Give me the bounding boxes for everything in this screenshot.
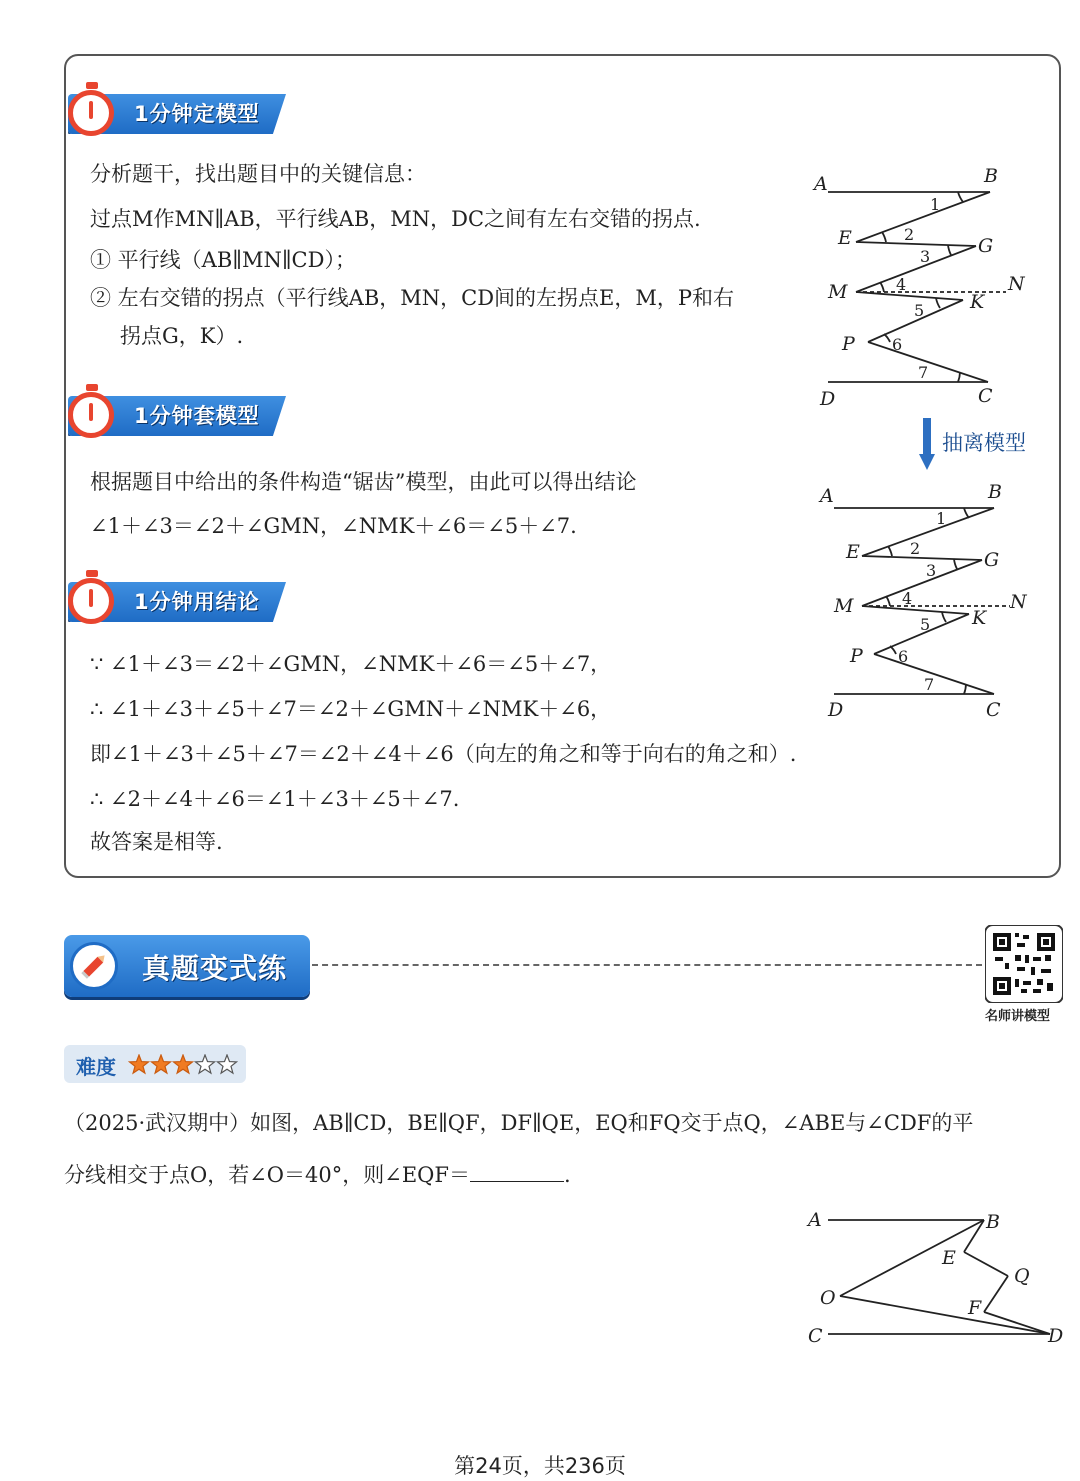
label-M: M	[828, 281, 848, 303]
label-A: A	[808, 1209, 822, 1231]
define-line-2: 过点M作MN∥AB，平行线AB，MN，DC之间有左右交错的拐点.	[90, 207, 701, 231]
label-Q: Q	[1014, 1265, 1030, 1287]
question-line-1: （2025·武汉期中）如图，AB∥CD，BE∥QF，DF∥QE，EQ和FQ交于点Q，∠ABE与∠CDF的平	[64, 1111, 974, 1135]
angle-7: 7	[918, 363, 929, 382]
apply-line-2: ∠1＋∠3＝∠2＋∠GMN，∠NMK＋∠6＝∠5＋∠7.	[90, 514, 577, 538]
angle-6: 6	[898, 647, 909, 666]
angle-1: 1	[930, 195, 941, 214]
angle-1: 1	[936, 509, 947, 528]
star-empty-icon	[218, 1055, 237, 1073]
label-B: B	[988, 481, 1002, 503]
label-D: D	[1048, 1325, 1064, 1347]
conclude-line-1: ∵ ∠1＋∠3＝∠2＋∠GMN，∠NMK＋∠6＝∠5＋∠7，	[90, 652, 612, 676]
define-line-4: ② 左右交错的拐点（平行线AB，MN，CD间的左拐点E，M，P和右	[90, 286, 735, 310]
label-G: G	[978, 235, 994, 257]
practice-section-header	[64, 935, 310, 997]
angle-5: 5	[920, 615, 931, 634]
extract-model-label: 抽离模型	[942, 431, 1026, 455]
tag-label: 1分钟定模型	[134, 102, 260, 126]
down-arrow-icon	[919, 418, 935, 470]
angle-4: 4	[896, 275, 907, 294]
zigzag-figure-extracted	[814, 478, 1054, 728]
tag-label: 1分钟用结论	[134, 590, 260, 614]
question-line-2	[64, 1160, 571, 1190]
question-period: .	[563, 1163, 571, 1187]
label-C: C	[978, 385, 993, 407]
label-P: P	[850, 645, 863, 667]
label-C: C	[986, 699, 1001, 721]
tag-label: 1分钟套模型	[134, 404, 260, 428]
label-B: B	[986, 1211, 1000, 1233]
answer-blank[interactable]	[470, 1161, 564, 1182]
label-N: N	[1008, 273, 1025, 295]
label-D: D	[828, 699, 844, 721]
angle-7: 7	[924, 675, 935, 694]
angle-3: 3	[926, 561, 937, 580]
define-line-3: ① 平行线（AB∥MN∥CD）；	[90, 248, 356, 272]
label-K: K	[972, 607, 987, 629]
angle-3: 3	[920, 247, 931, 266]
label-E: E	[838, 227, 852, 249]
label-G: G	[984, 549, 1000, 571]
label-N: N	[1010, 591, 1027, 613]
practice-section-title: 真题变式练	[142, 952, 288, 985]
angle-2: 2	[904, 225, 915, 244]
difficulty-label: 难度	[76, 1055, 116, 1079]
define-line-5: 拐点G，K）.	[120, 324, 244, 348]
star-empty-icon	[196, 1055, 215, 1073]
stopwatch-icon	[68, 392, 114, 438]
dashed-divider	[312, 964, 982, 966]
apply-line-1: 根据题目中给出的条件构造“锯齿”模型，由此可以得出结论	[90, 470, 637, 494]
stopwatch-icon	[68, 90, 114, 136]
angle-4: 4	[902, 589, 913, 608]
star-filled-icon	[152, 1055, 171, 1073]
star-filled-icon	[130, 1055, 149, 1073]
difficulty-badge	[64, 1045, 246, 1083]
pencil-icon	[70, 942, 118, 990]
conclude-line-3: 即∠1＋∠3＋∠5＋∠7＝∠2＋∠4＋∠6（向左的角之和等于向右的角之和）.	[90, 742, 797, 766]
label-M: M	[834, 595, 854, 617]
angle-5: 5	[914, 301, 925, 320]
label-A: A	[820, 485, 834, 507]
conclude-line-2: ∴ ∠1＋∠3＋∠5＋∠7＝∠2＋∠GMN＋∠NMK＋∠6，	[90, 697, 612, 721]
qr-caption: 名师讲模型	[985, 1009, 1051, 1024]
label-C: C	[808, 1325, 823, 1347]
zigzag-figure-original	[808, 160, 1048, 420]
define-line-1: 分析题干，找出题目中的关键信息：	[90, 162, 426, 186]
stopwatch-icon	[68, 578, 114, 624]
question-figure	[800, 1200, 1070, 1360]
label-D: D	[820, 388, 836, 410]
page-footer: 第24页，共236页	[454, 1454, 626, 1478]
conclude-line-5: 故答案是相等.	[90, 830, 223, 854]
angle-6: 6	[892, 335, 903, 354]
tag-define-model	[54, 88, 294, 138]
label-P: P	[842, 333, 855, 355]
qr-code-icon[interactable]	[985, 925, 1063, 1003]
label-E: E	[846, 541, 860, 563]
tag-use-conclusion	[54, 576, 294, 626]
difficulty-stars	[128, 1054, 238, 1076]
label-O: O	[820, 1287, 836, 1309]
conclude-line-4: ∴ ∠2＋∠4＋∠6＝∠1＋∠3＋∠5＋∠7.	[90, 787, 460, 811]
label-B: B	[984, 165, 998, 187]
label-E: E	[942, 1247, 956, 1269]
label-K: K	[970, 291, 985, 313]
angle-2: 2	[910, 539, 921, 558]
question-text: 分线相交于点O，若∠O＝40°，则∠EQF＝	[64, 1163, 470, 1187]
tag-apply-model	[54, 390, 294, 440]
star-filled-icon	[174, 1055, 193, 1073]
label-F: F	[968, 1297, 982, 1319]
label-A: A	[814, 173, 828, 195]
